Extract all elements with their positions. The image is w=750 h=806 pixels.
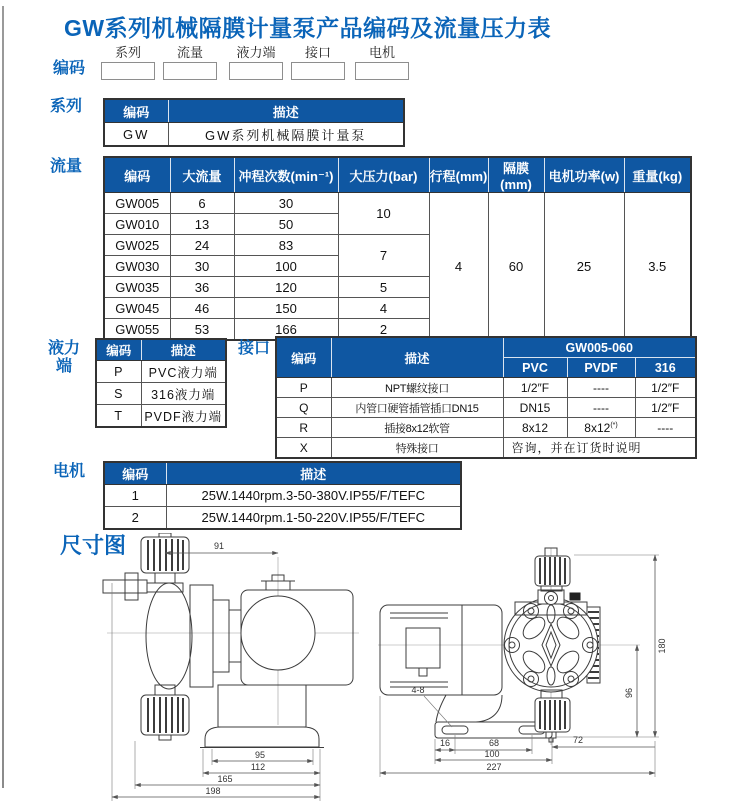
series-table bbox=[103, 98, 405, 147]
flow-header: 大压力(bar) bbox=[338, 157, 429, 193]
svg-text:227: 227 bbox=[486, 762, 502, 772]
hydraulic-desc-cell: PVC液力端 bbox=[141, 361, 226, 383]
interface-header-pvdf: PVDF bbox=[567, 358, 635, 378]
code-slot-label: 流量 bbox=[176, 45, 203, 60]
flow-flow-cell: 24 bbox=[170, 235, 234, 256]
flow-header: 行程(mm) bbox=[429, 157, 488, 193]
flow-code-cell: GW005 bbox=[104, 193, 170, 214]
flow-diaphragm-cell: 60 bbox=[488, 193, 544, 341]
dim-72 bbox=[552, 735, 655, 764]
dim-165 bbox=[135, 741, 320, 789]
hydraulic-code-cell: T bbox=[96, 405, 141, 428]
interface-pvc-cell: 1/2″F bbox=[503, 378, 567, 398]
interface-header-316: 316 bbox=[635, 358, 696, 378]
table-row bbox=[276, 438, 696, 459]
flow-strokes-cell: 100 bbox=[234, 256, 338, 277]
interface-header-pvc: PVC bbox=[503, 358, 567, 378]
dimensions-section-label: 尺寸图 bbox=[60, 533, 127, 558]
interface-316-cell: 1/2″F bbox=[635, 398, 696, 418]
code-slot-label: 接口 bbox=[304, 45, 331, 60]
code-slot-box bbox=[355, 62, 409, 80]
motor-code-cell: 2 bbox=[104, 507, 166, 530]
callout-4-8 bbox=[411, 685, 452, 727]
flow-flow-cell: 13 bbox=[170, 214, 234, 235]
code-slot-hydraulic-end bbox=[229, 46, 283, 80]
hydraulic-header-code: 编码 bbox=[96, 339, 141, 361]
table-row bbox=[276, 418, 696, 438]
table-row bbox=[104, 193, 691, 214]
flow-flow-cell: 30 bbox=[170, 256, 234, 277]
flow-code-cell: GW035 bbox=[104, 277, 170, 298]
hydraulic-end-table bbox=[95, 338, 227, 428]
interface-code-cell: R bbox=[276, 418, 331, 438]
flow-power-cell: 25 bbox=[544, 193, 624, 341]
interface-code-cell: Q bbox=[276, 398, 331, 418]
motor-code-cell: 1 bbox=[104, 485, 166, 507]
flow-flow-cell: 46 bbox=[170, 298, 234, 319]
interface-316-cell: ---- bbox=[635, 418, 696, 438]
interface-note-cell: 咨询，并在订货时说明 bbox=[503, 438, 696, 459]
table-row bbox=[276, 378, 696, 398]
flow-pressure-cell: 10 bbox=[338, 193, 429, 235]
interface-desc-cell: NPT螺纹接口 bbox=[331, 378, 503, 398]
flow-pressure-cell: 4 bbox=[338, 298, 429, 319]
flow-strokes-cell: 166 bbox=[234, 319, 338, 341]
flow-strokes-cell: 120 bbox=[234, 277, 338, 298]
table-row bbox=[276, 398, 696, 418]
hydraulic-header-desc: 描述 bbox=[141, 339, 226, 361]
dim-100 bbox=[435, 749, 552, 760]
pump-front-view-drawing bbox=[378, 540, 708, 802]
code-slot-label: 液力端 bbox=[236, 45, 276, 60]
flow-strokes-cell: 30 bbox=[234, 193, 338, 214]
interface-header-desc: 描述 bbox=[331, 337, 503, 378]
flow-strokes-cell: 50 bbox=[234, 214, 338, 235]
interface-pvdf-cell bbox=[567, 418, 635, 438]
code-slot-motor bbox=[355, 46, 409, 80]
flow-flow-cell: 36 bbox=[170, 277, 234, 298]
page-edge-line bbox=[2, 6, 4, 788]
front-view-head bbox=[504, 548, 598, 742]
table-row bbox=[96, 361, 226, 383]
code-slot-interface bbox=[291, 46, 345, 80]
code-slot-box bbox=[291, 62, 345, 80]
motor-desc-cell: 25W.1440rpm.1-50-220V.IP55/F/TEFC bbox=[166, 507, 461, 530]
page-title: GW系列机械隔膜计量泵产品编码及流量压力表 bbox=[64, 15, 552, 41]
flow-strokes-cell: 150 bbox=[234, 298, 338, 319]
flow-code-cell: GW025 bbox=[104, 235, 170, 256]
svg-text:96: 96 bbox=[624, 687, 634, 699]
flow-pressure-cell: 2 bbox=[338, 319, 429, 341]
table-row bbox=[96, 383, 226, 405]
code-section-label: 编码 bbox=[53, 60, 86, 77]
interface-desc-cell: 插接8x12软管 bbox=[331, 418, 503, 438]
flow-code-cell: GW045 bbox=[104, 298, 170, 319]
flow-table bbox=[103, 156, 692, 341]
interface-pvc-cell: DN15 bbox=[503, 398, 567, 418]
series-header-code: 编码 bbox=[104, 99, 168, 123]
flow-section-label: 流量 bbox=[50, 158, 83, 175]
motor-table bbox=[103, 461, 462, 530]
flow-code-cell: GW030 bbox=[104, 256, 170, 277]
series-code-cell: GW bbox=[104, 123, 168, 147]
interface-table bbox=[275, 336, 697, 459]
dim-91 bbox=[165, 541, 278, 553]
interface-header-group: GW005-060 bbox=[503, 337, 696, 358]
interface-pvdf-value: 8x12 bbox=[584, 420, 611, 435]
hydraulic-desc-cell: 316液力端 bbox=[141, 383, 226, 405]
flow-header: 重量(kg) bbox=[624, 157, 691, 193]
table-row bbox=[104, 507, 461, 530]
code-slot-box bbox=[101, 62, 155, 80]
flow-flow-cell: 53 bbox=[170, 319, 234, 341]
svg-text:198: 198 bbox=[205, 786, 221, 796]
flow-strokes-cell: 83 bbox=[234, 235, 338, 256]
svg-text:72: 72 bbox=[572, 735, 584, 745]
interface-code-cell: X bbox=[276, 438, 331, 459]
motor-header-desc: 描述 bbox=[166, 462, 461, 485]
flow-header: 编码 bbox=[104, 157, 170, 193]
motor-desc-cell: 25W.1440rpm.3-50-380V.IP55/F/TEFC bbox=[166, 485, 461, 507]
interface-header-code: 编码 bbox=[276, 337, 331, 378]
code-slot-label: 系列 bbox=[114, 45, 141, 60]
motor-section-label: 电机 bbox=[53, 463, 86, 480]
front-view-base bbox=[435, 695, 552, 738]
interface-desc-cell: 内管口硬管插管插口DN15 bbox=[331, 398, 503, 418]
hydraulic-desc-cell: PVDF液力端 bbox=[141, 405, 226, 428]
flow-header: 冲程次数(min⁻¹) bbox=[234, 157, 338, 193]
series-section-label: 系列 bbox=[50, 98, 83, 115]
flow-code-cell: GW055 bbox=[104, 319, 170, 341]
code-slot-box bbox=[163, 62, 217, 80]
table-row bbox=[104, 485, 461, 507]
svg-text:180: 180 bbox=[657, 638, 667, 654]
svg-text:165: 165 bbox=[217, 774, 233, 784]
flow-header: 大流量 bbox=[170, 157, 234, 193]
interface-316-cell: 1/2″F bbox=[635, 378, 696, 398]
table-row bbox=[104, 123, 404, 147]
interface-pvdf-note-mark: (*) bbox=[610, 421, 618, 429]
code-slot-box bbox=[229, 62, 283, 80]
flow-weight-cell: 3.5 bbox=[624, 193, 691, 341]
code-slot-label: 电机 bbox=[368, 45, 395, 60]
flow-flow-cell: 6 bbox=[170, 193, 234, 214]
table-row bbox=[96, 405, 226, 428]
motor-header-code: 编码 bbox=[104, 462, 166, 485]
interface-pvc-cell: 8x12 bbox=[503, 418, 567, 438]
interface-section-label: 接口 bbox=[238, 340, 271, 357]
interface-pvdf-cell: ---- bbox=[567, 378, 635, 398]
svg-text:112: 112 bbox=[250, 762, 266, 772]
flow-code-cell: GW010 bbox=[104, 214, 170, 235]
svg-text:95: 95 bbox=[254, 750, 266, 760]
svg-text:16: 16 bbox=[439, 738, 451, 748]
hydraulic-code-cell: P bbox=[96, 361, 141, 383]
flow-stroke-mm-cell: 4 bbox=[429, 193, 488, 341]
side-view-body bbox=[103, 533, 353, 748]
svg-text:91: 91 bbox=[213, 541, 225, 551]
flow-pressure-cell: 7 bbox=[338, 235, 429, 277]
flow-header: 电机功率(w) bbox=[544, 157, 624, 193]
series-desc-cell: GW系列机械隔膜计量泵 bbox=[168, 123, 404, 147]
svg-text:100: 100 bbox=[484, 749, 500, 759]
front-view-motor bbox=[380, 605, 502, 695]
flow-pressure-cell: 5 bbox=[338, 277, 429, 298]
hydraulic-section-label: 液力端 bbox=[47, 340, 80, 375]
interface-desc-cell: 特殊接口 bbox=[331, 438, 503, 459]
interface-code-cell: P bbox=[276, 378, 331, 398]
hydraulic-code-cell: S bbox=[96, 383, 141, 405]
code-slot-flow bbox=[163, 46, 217, 80]
flow-header: 隔膜(mm) bbox=[488, 157, 544, 193]
interface-pvdf-cell: ---- bbox=[567, 398, 635, 418]
svg-text:68: 68 bbox=[488, 738, 500, 748]
series-header-desc: 描述 bbox=[168, 99, 404, 123]
pump-side-view-drawing bbox=[95, 533, 365, 803]
code-slot-series bbox=[101, 46, 155, 80]
svg-text:4-8: 4-8 bbox=[411, 685, 425, 695]
dim-96 bbox=[624, 645, 637, 737]
